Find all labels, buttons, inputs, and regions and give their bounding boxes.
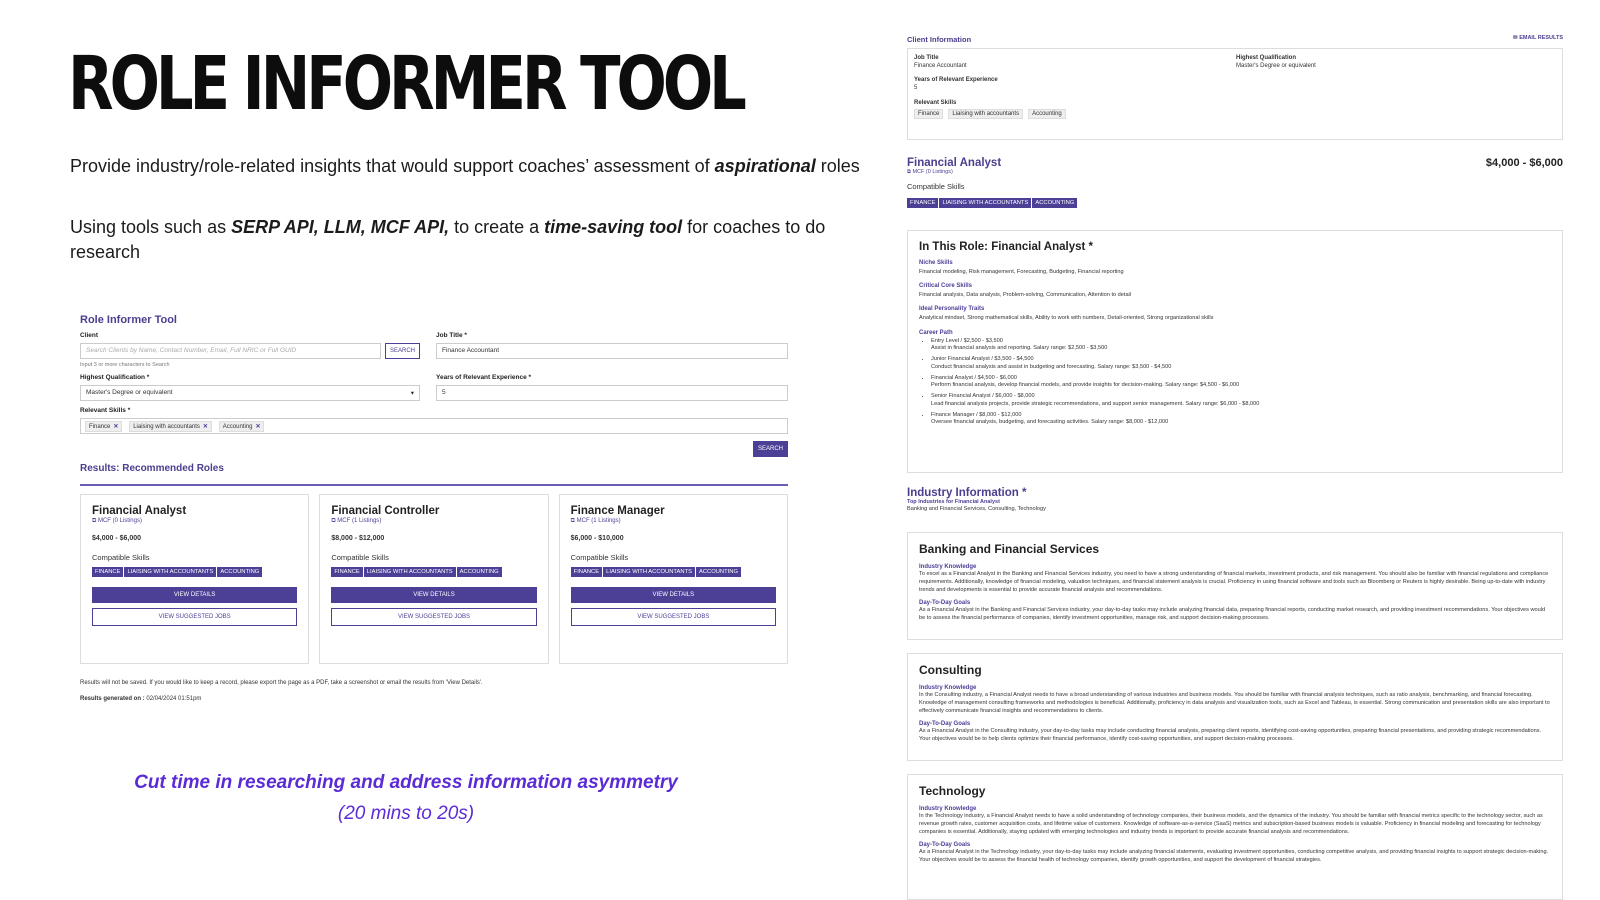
skill-chip: Finance ✕ (85, 421, 122, 432)
day-to-day-goals: As a Financial Analyst in the Technology industry, your day-to-day tasks may include analyzing financial statements, evaluating investment opportunities, conducting competitive analysis, and providing financial insights to support strategic decision-making. Your objectives would be to assess the financial health of technology companies, identify growth opportunities, and support the development of financial strategies. (919, 848, 1549, 863)
job-title-input[interactable]: Finance Accountant (436, 343, 788, 359)
skill-chip: Accounting (1028, 109, 1066, 119)
results-generated: Results generated on : 02/04/2024 01:51pm (80, 696, 202, 702)
industry-card (907, 532, 1563, 640)
skill-tag: FINANCE (571, 567, 602, 577)
experience-value: 5 (914, 85, 918, 91)
client-information-section (907, 35, 1563, 140)
top-industries: Banking and Financial Services, Consulting, Technology (907, 506, 1046, 512)
skill-chip: Liaising with accountants ✕ (129, 421, 212, 432)
industry-title: Industry Information * (907, 487, 1027, 499)
knowledge-label: Industry Knowledge (919, 564, 977, 570)
top-industries-label: Top Industries for Financial Analyst (907, 499, 1000, 505)
view-suggested-jobs-button[interactable]: VIEW SUGGESTED JOBS (331, 608, 536, 626)
role-name: Financial Analyst (907, 157, 1002, 169)
skill-tag: LIAISING WITH ACCOUNTANTS (364, 567, 456, 577)
external-link-icon: ⧉ (92, 518, 97, 524)
tagline: Cut time in researching and address information asymmetry (134, 772, 678, 793)
role-salary: $4,000 - $6,000 (1485, 157, 1563, 169)
mcf-link[interactable]: ⧉ MCF (0 Listings) (907, 169, 953, 175)
goals-label: Day-To-Day Goals (919, 841, 971, 848)
mcf-link[interactable]: ⧉ MCF (1 Listings) (331, 518, 382, 524)
client-search-button[interactable]: SEARCH (385, 343, 420, 359)
traits-label: Ideal Personality Traits (919, 306, 985, 313)
client-search-input[interactable]: Search Clients by Name, Contact Number, Email, Full NRIC or Full GUID (80, 343, 381, 359)
role-card (80, 494, 309, 664)
email-results-button[interactable]: ✉ EMAIL RESULTS (1513, 35, 1563, 41)
day-to-day-goals: As a Financial Analyst in the Banking and Financial Services industry, your day-to-day tasks may include analyzing financial data, preparing financial reports, conducting market research, and providing investment recommendations. Your objectives would be to assess the financial performance of companies, identify investment opportunities, manage risk, and support decision-making processes. (919, 606, 1546, 621)
role-salary: $8,000 - $12,000 (331, 535, 385, 542)
experience-label: Years of Relevant Experience * (436, 374, 532, 381)
compatible-label: Compatible Skills (92, 553, 150, 562)
career-step: • Financial Analyst / $4,500 - $6,000 Perform financial analysis, develop financial models, and provide insights for decision-making. Salary range: $4,500 - $6,000 (931, 375, 1551, 390)
career-step: • Senior Financial Analyst / $6,000 - $8,000 Lead financial analysis projects, provide strategic recommendations, and support senior management. Salary range: $6,000 - $8,000 (931, 393, 1551, 408)
external-link-icon: ⧉ (331, 518, 336, 524)
view-details-button[interactable]: VIEW DETAILS (571, 587, 776, 603)
core-label: Critical Core Skills (919, 283, 973, 290)
emphasis-time-saving: time-saving tool (544, 217, 683, 237)
client-label: Client (80, 332, 99, 339)
external-link-icon: ⧉ (907, 169, 911, 175)
emphasis-tools: SERP API, LLM, MCF API, (231, 217, 450, 237)
experience-label: Years of Relevant Experience (914, 77, 998, 83)
skill-tag: ACCOUNTING (217, 567, 262, 577)
role-card (319, 494, 548, 664)
skill-tag: FINANCE (907, 198, 938, 208)
industry-name: Consulting (919, 663, 982, 677)
compatible-label: Compatible Skills (907, 182, 965, 191)
core-skills: Financial analysis, Data analysis, Problem-solving, Communication, Attention to detail (919, 292, 1132, 299)
skill-chip: Liaising with accountants (948, 109, 1023, 119)
emphasis-aspirational: aspirational (714, 156, 816, 176)
remove-icon[interactable]: ✕ (113, 424, 119, 430)
in-role-section (907, 230, 1563, 473)
career-step: • Entry Level / $2,500 - $3,500 Assist in financial analysis and reporting. Salary range: $2,500 - $3,500 (931, 338, 1551, 353)
career-path-list (919, 338, 1551, 427)
envelope-icon: ✉ (1513, 35, 1518, 41)
results-note: Results will not be saved. If you would like to keep a record, please export the page as a PDF, take a screenshot or email the results from 'View Details'. (80, 680, 483, 686)
slide-title: ROLE INFORMER TOOL (68, 41, 743, 127)
qualification-label: Highest Qualification (1236, 55, 1297, 61)
qualification-value: Master's Degree or equivalent (1236, 63, 1316, 69)
qualification-label: Highest Qualification * (80, 374, 150, 381)
career-step: • Junior Financial Analyst / $3,500 - $4,500 Conduct financial analysis and assist in budgeting and forecasting. Salary range: $3,500 - $4,500 (931, 356, 1551, 371)
skills-input[interactable] (80, 418, 788, 434)
skill-tag: FINANCE (92, 567, 123, 577)
view-suggested-jobs-button[interactable]: VIEW SUGGESTED JOBS (571, 608, 776, 626)
skill-chip: Finance (914, 109, 943, 119)
mcf-link[interactable]: ⧉ MCF (1 Listings) (570, 518, 621, 524)
industry-knowledge: To excel as a Financial Analyst in the Banking and Financial Services industry, you need to have a strong understanding of financial markets, investment products, and risk management. You should also be familiar with financial regulations and compliance requirements. Additionally, knowledge of financial modeling, valuation techniques, and financial statement analysis is crucial. Proficiency in using financial software and tools such as Bloomberg or Reuters is highly desirable. Being up-to-date with industry trends and developments is essential to provide accurate financial analysis and recommendations. (919, 571, 1549, 594)
remove-icon[interactable]: ✕ (255, 424, 261, 430)
role-salary: $6,000 - $10,000 (570, 535, 624, 542)
career-step: • Finance Manager / $8,000 - $12,000 Oversee financial analysis, budgeting, and forecasting activities. Salary range: $8,000 - $12,000 (931, 412, 1551, 427)
skill-tag: LIAISING WITH ACCOUNTANTS (939, 198, 1031, 208)
remove-icon[interactable]: ✕ (202, 424, 208, 430)
job-title-label: Job Title (914, 55, 939, 61)
skill-tag: ACCOUNTING (696, 567, 741, 577)
knowledge-label: Industry Knowledge (919, 685, 977, 691)
traits: Analytical mindset, Strong mathematical skills, Ability to work with numbers, Detail-oriented, Strong organizational skills (919, 315, 1214, 322)
industry-card (907, 653, 1563, 761)
niche-skills: Financial modeling, Risk management, Forecasting, Budgeting, Financial reporting (919, 269, 1124, 275)
niche-label: Niche Skills (919, 260, 953, 266)
skill-tag: ACCOUNTING (457, 567, 502, 577)
external-link-icon: ⧉ (570, 518, 575, 524)
tagline-sub: (20 mins to 20s) (337, 803, 475, 824)
industry-information (907, 487, 1563, 513)
view-details-button[interactable]: VIEW DETAILS (92, 587, 297, 603)
view-suggested-jobs-button[interactable]: VIEW SUGGESTED JOBS (92, 608, 297, 626)
goals-label: Day-To-Day Goals (919, 720, 971, 727)
role-card (559, 494, 788, 664)
view-details-button[interactable]: VIEW DETAILS (331, 587, 536, 603)
compatible-label: Compatible Skills (570, 553, 629, 562)
tool-name: Role Informer Tool (80, 314, 177, 326)
role-name: Financial Analyst (92, 505, 187, 517)
caret-down-icon: ▾ (410, 390, 414, 397)
role-name: Finance Manager (570, 505, 665, 517)
skill-tag: LIAISING WITH ACCOUNTANTS (603, 567, 695, 577)
client-info-title: Client Information (907, 35, 972, 44)
industry-name: Banking and Financial Services (919, 542, 1100, 556)
skills-label: Relevant Skills * (80, 407, 131, 414)
intro-line-2: Using tools such as SERP API, LLM, MCF API, to create a time-saving tool for coaches to do research (70, 217, 826, 262)
intro-line-1: Provide industry/role-related insights that would support coaches’ assessment of aspirational roles (70, 156, 860, 176)
day-to-day-goals: As a Financial Analyst in the Consulting industry, your day-to-day tasks may include conducting financial analysis, preparing client reports, identifying cost-saving opportunities, preparing financial presentations, and providing strategic recommendations. Your objectives would be to help clients optimize their financial performance, identify cost-saving opportunities, and support decision-making processes. (919, 727, 1542, 742)
role-informer-tool-screenshot (80, 314, 788, 702)
skill-tag: ACCOUNTING (1032, 198, 1077, 208)
role-summary (907, 157, 1563, 209)
skill-tag: FINANCE (331, 567, 362, 577)
qualification-select[interactable]: Master's Degree or equivalent ▾ (80, 385, 420, 401)
skill-tag: LIAISING WITH ACCOUNTANTS (124, 567, 216, 577)
search-button[interactable]: SEARCH (753, 441, 788, 457)
results-heading: Results: Recommended Roles (80, 463, 788, 486)
mcf-link[interactable]: ⧉ MCF (0 Listings) (92, 518, 142, 524)
goals-label: Day-To-Day Goals (919, 599, 971, 606)
in-role-title: In This Role: Financial Analyst * (919, 241, 1094, 253)
experience-input[interactable]: 5 (436, 385, 788, 401)
skill-chip: Accounting ✕ (219, 421, 265, 432)
job-title-label: Job Title * (436, 332, 467, 339)
skills-label: Relevant Skills (914, 100, 957, 106)
industry-name: Technology (919, 784, 986, 798)
client-hint: Input 3 or more characters to Search (80, 362, 170, 368)
career-label: Career Path (919, 329, 953, 336)
industry-knowledge: In the Technology industry, a Financial Analyst needs to have a solid understanding of technology companies, their business models, and the dynamics of the industry. You should be familiar with financial metrics specific to the technology sector, such as revenue growth rates, customer acquisition costs, and lifetime value of customers. Knowledge of software-as-a-service (SaaS) metrics and subscription-based business models is valuable. Proficiency in financial modeling and forecasting for technology companies is essential. Additionally, staying updated with emerging technologies and industry trends is important to provide accurate financial analysis and recommendations. (919, 813, 1543, 836)
job-title-value: Finance Accountant (914, 63, 967, 69)
industry-card (907, 774, 1563, 900)
compatible-label: Compatible Skills (331, 553, 389, 562)
role-name: Financial Controller (331, 505, 440, 517)
role-salary: $4,000 - $6,000 (92, 535, 142, 542)
industry-knowledge: In the Consulting industry, a Financial Analyst needs to have a broad understanding of various industries and business models. You should be familiar with financial analysis techniques, such as ratio analysis, benchmarking, and financial forecasting. Knowledge of management consulting frameworks and methodologies is beneficial. Additionally, proficiency in data analysis and visualization tools, such as Excel and Tableau, is essential. Strong communication and presentation skills are also important to effectively communicate financial insights and recommendations to clients. (919, 692, 1550, 715)
knowledge-label: Industry Knowledge (919, 806, 977, 812)
